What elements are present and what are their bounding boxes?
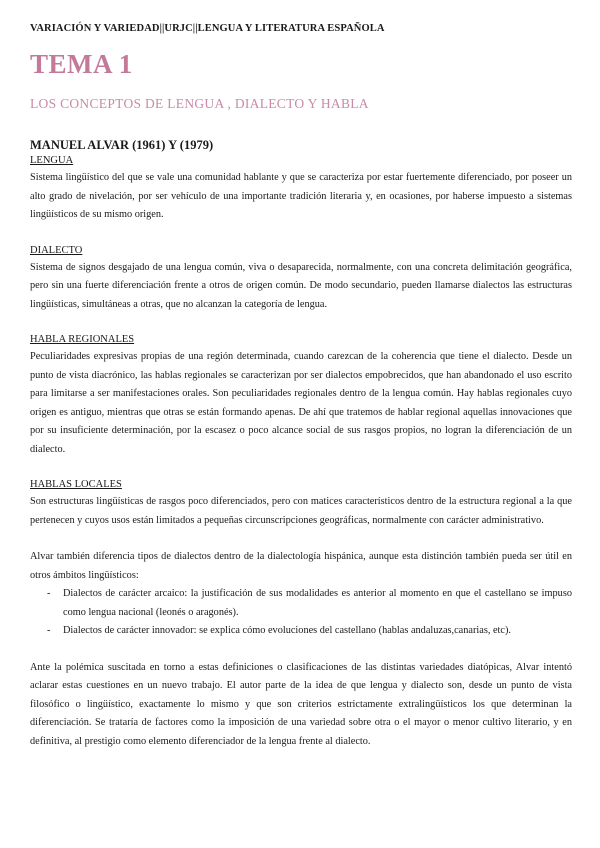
list-item xyxy=(30,622,572,641)
dash-bullet: - xyxy=(47,588,51,599)
document-page xyxy=(30,22,572,751)
page-title: TEMA 1 xyxy=(30,49,133,79)
section-text: Peculiaridades expresivas propias de una región determinada, cuando carezcan de la coherencia que tiene el dialecto. Desde un punto de vista diacrónico, las hablas regionales se caracterizan por ser dialectos empobrecidos, que han abandonado el uso escrito para limitarse a ser manifestaciones orales. Son peculiaridades regionales dentro de la lengua común. Hay hablas regionales cuyo origen es antiguo, mientras que otras se están formando apenas. De ahí que tratemos de hablar regional aquellas innovaciones que por su insuficiente determinación, por la escasez o poco alcance social de sus rasgos propios, no logran la diferenciación de un dialecto. xyxy=(30,351,572,455)
list-item-text: Dialectos de carácter arcaico: la justificación de sus modalidades es anterior al momento en que el castellano se impuso como lengua nacional (leonés o aragonés). xyxy=(63,588,572,618)
section-heading: HABLA REGIONALES xyxy=(30,334,135,345)
closing-paragraph: Ante la polémica suscitada en torno a estas definiciones o clasificaciones de las distintas variedades diatópicas, Alvar intentó aclarar estas cuestiones en un nuevo trabajo. El autor parte de la idea de que lengua y dialecto son, desde un punto de vista filosófico o lingüístico, exactamente lo mismo y que son criterios estrictamente extralingüísticos los que determinan la diferenciación. Se trataría de factores como la imposición de una variedad sobre otra o el mayor o menor cultivo literario, y en definitiva, al prestigio como elemento diferenciador de la lengua frente al dialecto. xyxy=(30,661,572,747)
section-text: Sistema de signos desgajado de una lengua común, viva o desaparecida, normalmente, con una concreta delimitación geográfica, pero sin una fuerte diferenciación frente a otros de origen común. De modo secundario, pueden llamarse dialectos las estructuras lingüísticas, simultáneas a otras, que no alcanzan la categoría de lengua. xyxy=(30,261,572,310)
section-heading: HABLAS LOCALES xyxy=(30,479,122,490)
section-text: Sistema lingüístico del que se vale una comunidad hablante y que se caracteriza por estar fuertemente diferenciado, por poseer un alto grado de nivelación, por ser vehículo de una importante tradición literaria y, en ocasiones, por haberse impuesto a sistemas lingüísticos de su mismo origen. xyxy=(30,172,572,220)
section-text: Son estructuras lingüísticas de rasgos poco diferenciados, pero con matices característicos dentro de la estructura regional a la que pertenecen y cuyos usos están limitados a pequeñas circunscripciones geográficas, normalmente con carácter administrativo. xyxy=(30,496,572,526)
dialect-types-list xyxy=(30,585,572,641)
list-item-text: Dialectos de carácter innovador: se explica cómo evoluciones del castellano (hablas andaluzas,canarias, etc). xyxy=(63,625,511,636)
author-heading: MANUEL ALVAR (1961) Y (1979) xyxy=(30,138,214,152)
list-item xyxy=(30,585,572,622)
section-heading: LENGUA xyxy=(30,155,74,166)
section-lengua xyxy=(30,153,572,225)
dialect-types-intro: Alvar también diferencia tipos de dialectos dentro de la dialectología hispánica, aunque esta distinción también pueda ser útil en otros ámbitos lingüísticos: xyxy=(30,551,572,581)
dash-bullet: - xyxy=(47,625,51,636)
course-header: VARIACIÓN Y VARIEDAD||URJC||LENGUA Y LITERATURA ESPAÑOLA xyxy=(30,23,385,34)
section-habla-regionales xyxy=(30,332,572,459)
page-subtitle: LOS CONCEPTOS DE LENGUA , DIALECTO Y HABLA xyxy=(30,96,369,111)
section-hablas-locales xyxy=(30,477,572,530)
section-heading: DIALECTO xyxy=(30,244,83,256)
section-dialecto xyxy=(30,243,572,315)
